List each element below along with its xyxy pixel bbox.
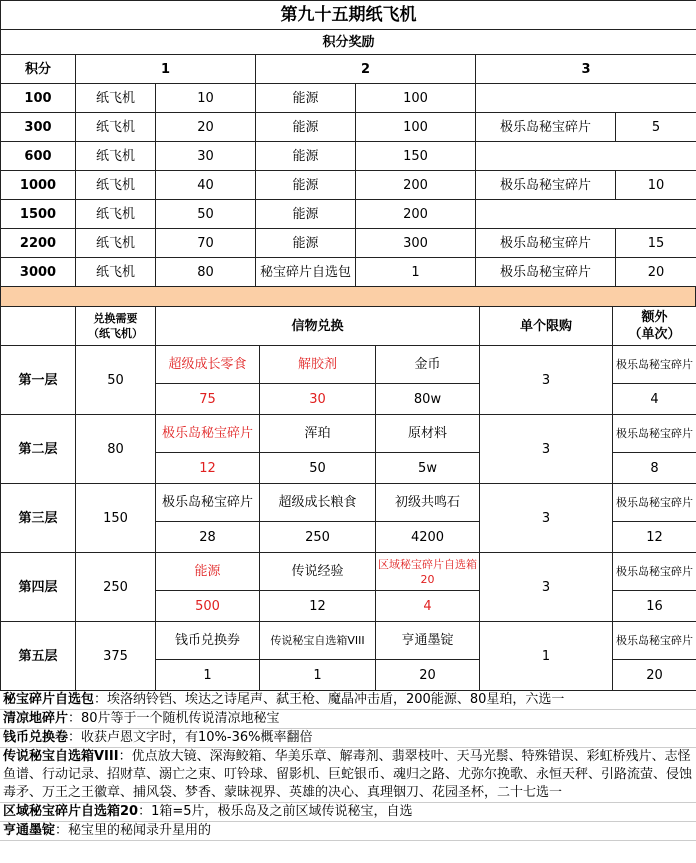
floor-row	[1, 346, 696, 384]
cell-points: 600	[1, 142, 76, 171]
header-limit: 单个限购	[480, 307, 613, 346]
item-qty: 1	[260, 660, 376, 691]
cell-i3: 极乐岛秘宝碎片	[476, 229, 616, 258]
cell-i1: 纸飞机	[76, 84, 156, 113]
cell-points: 1500	[1, 200, 76, 229]
floor-limit: 3	[480, 415, 613, 484]
section-title: 积分奖励	[1, 30, 696, 55]
cell-i1: 纸飞机	[76, 200, 156, 229]
cell-i2: 能源	[256, 171, 356, 200]
note-label: 传说秘宝自选箱VIII	[3, 749, 119, 764]
cell-points: 1000	[1, 171, 76, 200]
cell-points: 3000	[1, 258, 76, 287]
floor-name: 第一层	[1, 346, 76, 415]
cell-q2: 100	[356, 84, 476, 113]
cell-i2: 能源	[256, 229, 356, 258]
item-qty: 5w	[376, 453, 480, 484]
cell-i1: 纸飞机	[76, 142, 156, 171]
extra-qty: 12	[613, 522, 696, 553]
cell-i1: 纸飞机	[76, 229, 156, 258]
floor-limit: 3	[480, 484, 613, 553]
separator-band	[0, 287, 696, 306]
cell-q1: 50	[156, 200, 256, 229]
item-qty: 75	[156, 384, 260, 415]
extra-name: 极乐岛秘宝碎片	[613, 622, 696, 660]
cell-q1: 40	[156, 171, 256, 200]
cell-q3: 15	[616, 229, 696, 258]
points-row	[1, 84, 696, 113]
note-text: ：优点放大镜、深海鲛箱、华美乐章、解毒剂、翡翠枝叶、天马光鬃、特殊错误、彩虹桥残片、志怪鱼谱、行动记录、招财草、溺亡之束、叮铃球、留影机、巨蛇银币、魂归之路、尤弥尔挽歌、永恒天秤、引路流萤、侵蚀毒矛、万王之王徽章、捕风袋、梦香、蒙昧视界、英雄的决心、真理铟刀、花园圣杯，二十七选一	[3, 749, 693, 800]
header-points: 积分	[1, 55, 76, 84]
points-reward-table	[0, 0, 696, 287]
cell-i2: 能源	[256, 84, 356, 113]
cell-q3: 5	[616, 113, 696, 142]
floor-name: 第四层	[1, 553, 76, 622]
item-name: 传说秘宝自选箱VIII	[260, 622, 376, 660]
floor-name: 第五层	[1, 622, 76, 691]
cell-empty	[476, 142, 696, 171]
item-qty: 20	[376, 660, 480, 691]
note-label: 钱币兑换卷	[3, 730, 69, 745]
note-line	[0, 729, 696, 748]
extra-qty: 16	[613, 591, 696, 622]
note-label: 清凉地碎片	[3, 711, 69, 726]
item-qty: 12	[156, 453, 260, 484]
item-qty: 28	[156, 522, 260, 553]
floor-name: 第二层	[1, 415, 76, 484]
cell-i2: 能源	[256, 142, 356, 171]
note-label: 亨通墨锭	[3, 823, 56, 838]
extra-name: 极乐岛秘宝碎片	[613, 346, 696, 384]
note-text: ：80片等于一个随机传说清凉地秘宝	[68, 711, 280, 726]
floor-cost: 80	[76, 415, 156, 484]
extra-name: 极乐岛秘宝碎片	[613, 484, 696, 522]
cell-i1: 纸飞机	[76, 171, 156, 200]
floor-cost: 50	[76, 346, 156, 415]
cell-empty	[476, 84, 696, 113]
floor-limit: 3	[480, 553, 613, 622]
item-qty: 4	[376, 591, 480, 622]
item-name: 极乐岛秘宝碎片	[156, 484, 260, 522]
floor-row	[1, 553, 696, 591]
cell-points: 300	[1, 113, 76, 142]
item-qty: 4200	[376, 522, 480, 553]
cell-points: 2200	[1, 229, 76, 258]
floor-cost: 150	[76, 484, 156, 553]
header-reward-1: 1	[76, 55, 256, 84]
page-title: 第九十五期纸飞机	[1, 1, 696, 30]
item-name: 钱币兑换券	[156, 622, 260, 660]
item-name: 极乐岛秘宝碎片	[156, 415, 260, 453]
floor-name: 第三层	[1, 484, 76, 553]
note-line	[0, 803, 696, 822]
note-label: 区域秘宝碎片自选箱20	[3, 804, 139, 819]
floor-cost: 375	[76, 622, 156, 691]
note-line	[0, 822, 696, 841]
extra-qty: 20	[613, 660, 696, 691]
cell-q2: 100	[356, 113, 476, 142]
cell-q1: 10	[156, 84, 256, 113]
cell-q1: 20	[156, 113, 256, 142]
item-name: 超级成长零食	[156, 346, 260, 384]
item-qty: 80w	[376, 384, 480, 415]
cell-q2: 1	[356, 258, 476, 287]
cell-q2: 200	[356, 200, 476, 229]
note-line	[0, 710, 696, 729]
cell-q2: 150	[356, 142, 476, 171]
item-name: 传说经验	[260, 553, 376, 591]
item-qty: 250	[260, 522, 376, 553]
cell-q1: 80	[156, 258, 256, 287]
cell-q1: 70	[156, 229, 256, 258]
cell-empty	[476, 200, 696, 229]
extra-name: 极乐岛秘宝碎片	[613, 553, 696, 591]
item-name: 金币	[376, 346, 480, 384]
floor-limit: 3	[480, 346, 613, 415]
item-name: 亨通墨锭	[376, 622, 480, 660]
item-name: 初级共鸣石	[376, 484, 480, 522]
item-name: 解胶剂	[260, 346, 376, 384]
extra-name: 极乐岛秘宝碎片	[613, 415, 696, 453]
item-qty: 500	[156, 591, 260, 622]
exchange-table	[0, 306, 696, 691]
cell-i2: 能源	[256, 200, 356, 229]
item-name: 能源	[156, 553, 260, 591]
item-name: 浑珀	[260, 415, 376, 453]
cell-i2: 能源	[256, 113, 356, 142]
item-name: 区域秘宝碎片自选箱20	[376, 553, 480, 591]
cell-points: 100	[1, 84, 76, 113]
floor-limit: 1	[480, 622, 613, 691]
points-row	[1, 113, 696, 142]
header-reward-3: 3	[476, 55, 696, 84]
item-qty: 12	[260, 591, 376, 622]
item-qty: 50	[260, 453, 376, 484]
floor-row	[1, 622, 696, 660]
cell-q3: 20	[616, 258, 696, 287]
extra-qty: 8	[613, 453, 696, 484]
cell-i3: 极乐岛秘宝碎片	[476, 258, 616, 287]
cell-q2: 200	[356, 171, 476, 200]
points-row	[1, 171, 696, 200]
cell-i1: 纸飞机	[76, 258, 156, 287]
note-text: ：埃洛纳铃铛、埃达之诗尾声、弑王枪、魔晶冲击盾，200能源、80星珀，六选一	[94, 692, 565, 707]
header-reward-2: 2	[256, 55, 476, 84]
header-items: 信物兑换	[156, 307, 480, 346]
cell-i1: 纸飞机	[76, 113, 156, 142]
floor-row	[1, 415, 696, 453]
cell-i3: 极乐岛秘宝碎片	[476, 113, 616, 142]
points-row	[1, 142, 696, 171]
notes	[0, 691, 696, 841]
cell-q1: 30	[156, 142, 256, 171]
cell-q3: 10	[616, 171, 696, 200]
floor-row	[1, 484, 696, 522]
points-row	[1, 200, 696, 229]
note-line	[0, 691, 696, 710]
note-text: ：秘宝里的秘闻录升星用的	[55, 823, 212, 838]
note-label: 秘宝碎片自选包	[3, 692, 95, 707]
item-qty: 1	[156, 660, 260, 691]
note-line	[0, 748, 696, 803]
item-name: 原材料	[376, 415, 480, 453]
item-qty: 30	[260, 384, 376, 415]
header-cost: 兑换需要 （纸飞机）	[76, 307, 156, 346]
item-name: 超级成长粮食	[260, 484, 376, 522]
note-text: ：收获卢恩文字时，有10%-36%概率翻倍	[68, 730, 313, 745]
points-row	[1, 258, 696, 287]
extra-qty: 4	[613, 384, 696, 415]
cell-i2: 秘宝碎片自选包	[256, 258, 356, 287]
header-extra: 额外 （单次）	[613, 307, 696, 346]
header-empty	[1, 307, 76, 346]
note-text: ：1箱=5片，极乐岛及之前区域传说秘宝，自选	[138, 804, 413, 819]
floor-cost: 250	[76, 553, 156, 622]
cell-i3: 极乐岛秘宝碎片	[476, 171, 616, 200]
cell-q2: 300	[356, 229, 476, 258]
points-row	[1, 229, 696, 258]
